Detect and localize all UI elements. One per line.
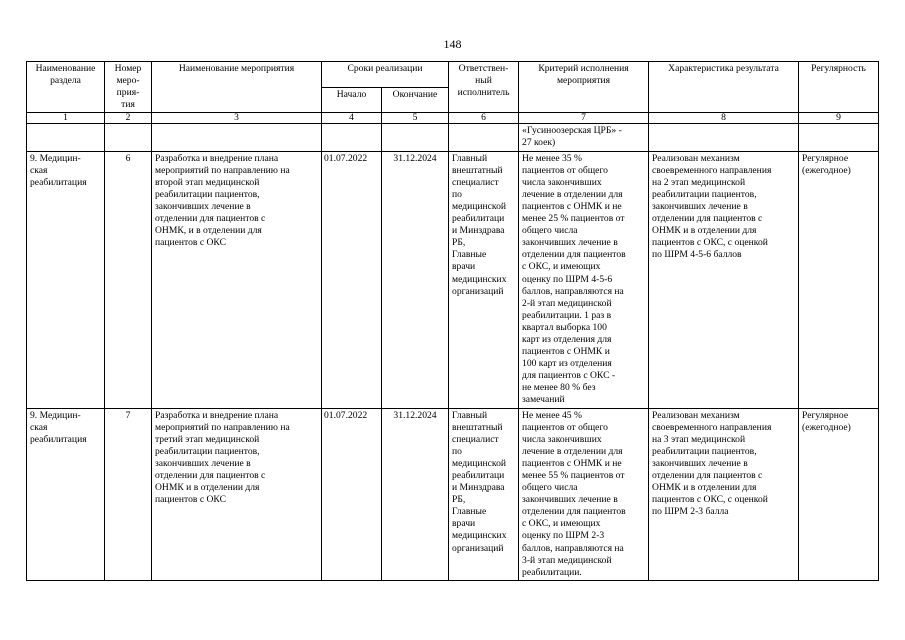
- cell-start: 01.07.2022: [322, 408, 382, 580]
- cell-section: 9. Медицин- ская реабилитация: [27, 408, 105, 580]
- cell-end: 31.12.2024: [382, 408, 449, 580]
- cell-end: 31.12.2024: [382, 151, 449, 408]
- cell-criterion: Не менее 35 % пациентов от общего числа закончивших лечение в отделении для пациентов с ОНМК и не менее 25 % пациентов от общего числа закончивших лечение в отделении для пациентов с ОКС, и имеющих оценку по ШРМ 4-5-6 баллов, направляются на 2-й этап медицинской реабилитации. 1 раз в квартал выборка 100 карт из отделения для пациентов с ОНМК и 100 карт из отделения для пациентов с ОКС - не менее 80 % без замечаний: [519, 151, 649, 408]
- column-number: 5: [382, 113, 449, 124]
- measures-table: [26, 61, 879, 581]
- cell-empty: [152, 124, 322, 151]
- cell-result: Реализован механизм своевременного направления на 3 этап медицинской реабилитации пациентов, закончивших лечение в отделении для пациентов с ОНМК и в отделении для пациентов с ОКС, с оценкой по ШРМ 2-3 балла: [649, 408, 799, 580]
- header-result: Характеристика результата: [649, 62, 799, 113]
- cell-number: 6: [105, 151, 152, 408]
- header-row: [27, 62, 879, 88]
- column-number: 3: [152, 113, 322, 124]
- cell-event: Разработка и внедрение плана мероприятий по направлению на второй этап медицинской реабилитации пациентов, закончивших лечение в отделении для пациентов с ОНМК, и в отделении для пациентов с ОКС: [152, 151, 322, 408]
- continuation-row: [27, 124, 879, 151]
- header-section: Наименование раздела: [27, 62, 105, 113]
- column-number: 7: [519, 113, 649, 124]
- cell-criterion: Не менее 45 % пациентов от общего числа закончивших лечение в отделении для пациентов с ОНМК и не менее 55 % пациентов от общего числа закончивших лечение в отделении для пациентов с ОКС, и имеющих оценку по ШРМ 2-3 баллов, направляются на 3-й этап медицинской реабилитации.: [519, 408, 649, 580]
- column-numbers-row: [27, 113, 879, 124]
- column-number: 2: [105, 113, 152, 124]
- cell-empty: [105, 124, 152, 151]
- cell-section: 9. Медицин- ская реабилитация: [27, 151, 105, 408]
- header-executor: Ответствен- ный исполнитель: [449, 62, 519, 113]
- cell-result: Реализован механизм своевременного направления на 2 этап медицинской реабилитации пациентов, закончивших лечение в отделении для пациентов с ОНМК и в отделении для пациентов с ОКС, с оценкой по ШРМ 4-5-6 баллов: [649, 151, 799, 408]
- cell-start: 01.07.2022: [322, 151, 382, 408]
- header-criterion: Критерий исполнения мероприятия: [519, 62, 649, 113]
- column-number: 8: [649, 113, 799, 124]
- cell-regularity: Регулярное (ежегодное): [799, 151, 879, 408]
- cell-criterion: «Гусиноозерская ЦРБ» - 27 коек): [519, 124, 649, 151]
- column-number: 9: [799, 113, 879, 124]
- header-regularity: Регулярность: [799, 62, 879, 113]
- cell-regularity: Регулярное (ежегодное): [799, 408, 879, 580]
- cell-empty: [382, 124, 449, 151]
- cell-empty: [27, 124, 105, 151]
- header-end: Окончание: [382, 87, 449, 113]
- cell-empty: [449, 124, 519, 151]
- cell-executor: Главный внештатный специалист по медицинской реабилитаци и Минздрава РБ, Главные врачи медицинских организаций: [449, 408, 519, 580]
- cell-empty: [799, 124, 879, 151]
- header-event: Наименование мероприятия: [152, 62, 322, 113]
- header-terms: Сроки реализации: [322, 62, 449, 88]
- cell-event: Разработка и внедрение плана мероприятий по направлению на третий этап медицинской реабилитации пациентов, закончивших лечение в отделении для пациентов с ОНМК и в отделении для пациентов с ОКС: [152, 408, 322, 580]
- table-row: [27, 408, 879, 580]
- column-number: 1: [27, 113, 105, 124]
- column-number: 6: [449, 113, 519, 124]
- cell-empty: [322, 124, 382, 151]
- page-number: 148: [443, 37, 462, 51]
- table-row: [27, 151, 879, 408]
- cell-executor: Главный внештатный специалист по медицинской реабилитаци и Минздрава РБ, Главные врачи медицинских организаций: [449, 151, 519, 408]
- header-number: Номер меро- прия- тия: [105, 62, 152, 113]
- cell-empty: [649, 124, 799, 151]
- header-start: Начало: [322, 87, 382, 113]
- column-number: 4: [322, 113, 382, 124]
- cell-number: 7: [105, 408, 152, 580]
